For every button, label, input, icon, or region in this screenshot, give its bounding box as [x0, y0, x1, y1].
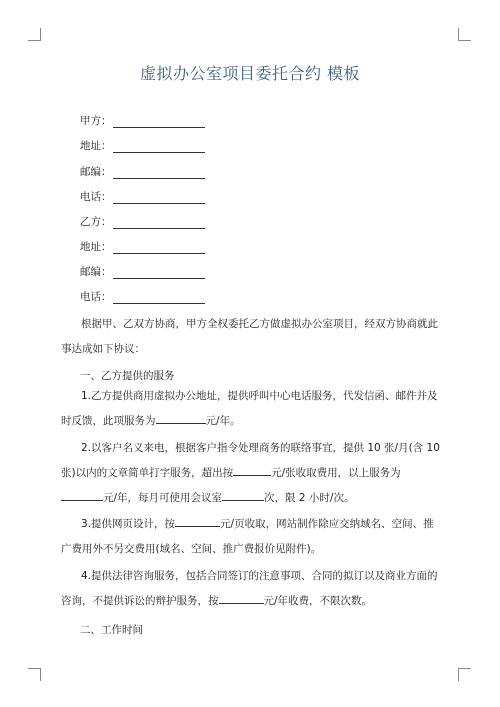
party-b-phone-field — [80, 290, 205, 304]
section-heading-working-hours: 二、工作时间 — [80, 624, 143, 636]
fill-blank — [113, 292, 205, 304]
page-corner-mark — [458, 668, 471, 681]
clause-text: 元/张收取费用，以上服务为 — [271, 467, 401, 479]
field-label: 邮编： — [80, 166, 112, 178]
party-a-name-field — [80, 114, 205, 128]
fill-blank — [113, 116, 205, 128]
clause-text: 2.以客户名义来电，根据客户指令处理商务的联络事宜，提供 10 张/月(含 10 张)以内的文章简单打字服务，超出按 — [61, 442, 440, 479]
clause-text: 3.提供网页设计，按 — [81, 518, 176, 530]
fill-blank — [113, 167, 205, 179]
clause-text: 元/年。 — [205, 415, 241, 427]
fill-blank — [113, 242, 205, 254]
clause-3 — [61, 512, 441, 562]
fill-blank — [222, 490, 264, 501]
fill-blank — [61, 490, 103, 501]
party-a-address-field — [80, 139, 205, 153]
field-label: 地址： — [80, 140, 112, 152]
page-corner-mark — [28, 28, 41, 41]
fill-blank — [113, 192, 205, 204]
fill-blank — [113, 141, 205, 153]
clause-text: 1.乙方提供商用虚拟办公地址，提供呼叫中心电话服务，代发信函、邮件并及时反馈，此项服务为 — [61, 390, 438, 427]
field-label: 甲方： — [80, 115, 112, 127]
party-b-name-field — [80, 215, 205, 229]
fill-blank — [175, 516, 220, 527]
clause-text: 元/年，每月可使用会议室 — [103, 492, 223, 504]
clause-2 — [61, 436, 441, 511]
field-label: 乙方： — [80, 216, 112, 228]
clause-text: 元/页收取，网站制作除应交纳域名、空间、推广费用外不另交费用(域名、空间、推广费报价见附件)。 — [61, 518, 434, 555]
section-heading-services: 一、乙方提供的服务 — [80, 370, 175, 382]
clause-text: 4.提供法律咨询服务，包括合同签订的注意事项、合同的拟订以及商业方面的咨询，不提供诉讼的辩护服务，按 — [61, 570, 438, 607]
party-a-phone-field — [80, 190, 205, 204]
party-b-address-field — [80, 240, 205, 254]
fill-blank — [113, 267, 205, 279]
fill-blank — [219, 593, 264, 604]
party-b-postcode-field — [80, 265, 205, 279]
fill-blank — [156, 413, 206, 424]
page-corner-mark — [458, 28, 471, 41]
field-label: 电话： — [80, 291, 112, 303]
clause-text: 次，限 2 小时/次。 — [264, 492, 355, 504]
fill-blank — [233, 465, 271, 476]
field-label: 邮编： — [80, 266, 112, 278]
page-corner-mark — [28, 668, 41, 681]
clause-1 — [61, 384, 441, 434]
document-title: 虚拟办公室项目委托合约 模板 — [139, 64, 361, 83]
fill-blank — [113, 217, 205, 229]
party-a-postcode-field — [80, 165, 205, 179]
field-label: 地址： — [80, 241, 112, 253]
clause-text: 元/年收费，不限次数。 — [263, 595, 373, 607]
intro-paragraph: 根据甲、乙双方协商，甲方全权委托乙方做虚拟办公室项目，经双方协商就此事达成如下协议： — [61, 318, 438, 355]
field-label: 电话： — [80, 191, 112, 203]
clause-4 — [61, 564, 441, 614]
